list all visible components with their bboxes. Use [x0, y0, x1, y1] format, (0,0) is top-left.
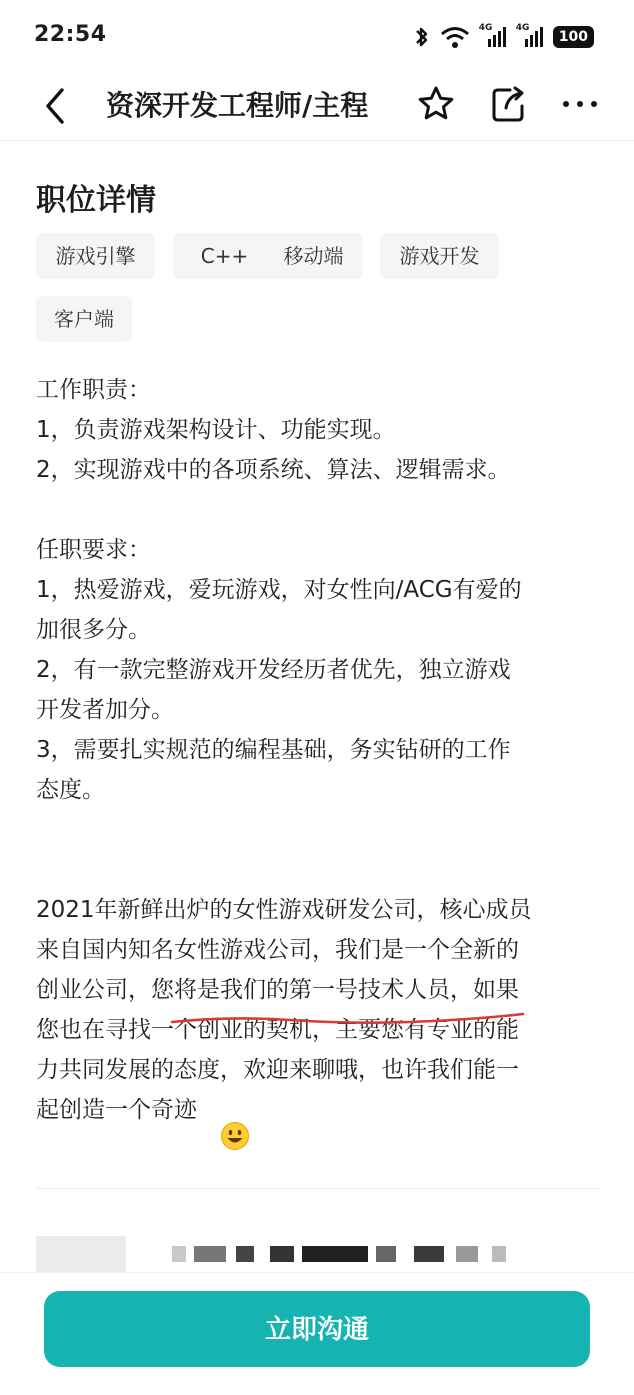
requirement-line: 1，热爱游戏，爱玩游戏，对女性向/ACG有爱的 — [36, 577, 522, 603]
tag-mobile: 移动端 — [265, 233, 362, 279]
more-button[interactable] — [558, 80, 602, 128]
duties-heading: 工作职责： — [36, 377, 151, 403]
blurred-avatar — [36, 1236, 126, 1272]
share-icon — [488, 80, 528, 128]
bottom-action-bar — [0, 1272, 634, 1395]
duty-line: 2，实现游戏中的各项系统、算法、逻辑需求。 — [36, 457, 511, 483]
blurred-text — [172, 1246, 186, 1262]
status-bar — [0, 0, 634, 72]
signal-bars-icon — [479, 25, 507, 49]
cellular-signal-2 — [516, 25, 544, 49]
intro-line: 您也在寻找一个创业的契机，主要您有专业的能 — [36, 1017, 519, 1043]
tag-game-dev: 游戏开发 — [380, 233, 499, 279]
intro-line: 创业公司，您将是我们的第一号技术人员，如果 — [36, 977, 519, 1003]
star-icon — [416, 80, 456, 128]
section-title: 职位详情 — [36, 183, 156, 218]
blurred-text — [492, 1246, 506, 1262]
blurred-text — [194, 1246, 226, 1262]
requirement-line: 开发者加分。 — [36, 697, 174, 723]
battery-indicator: 100 — [553, 26, 594, 48]
requirement-line: 2，有一款完整游戏开发经历者优先，独立游戏 — [36, 657, 511, 683]
chat-now-button[interactable]: 立即沟通 — [44, 1291, 590, 1367]
wifi-icon — [440, 25, 470, 49]
intro-line: 力共同发展的态度，欢迎来聊哦，也许我们能一 — [36, 1057, 519, 1083]
divider — [36, 1188, 600, 1189]
back-button[interactable] — [36, 82, 76, 130]
status-icons — [413, 22, 594, 52]
tag-cpp: C++ — [173, 233, 276, 279]
tag-game-engine: 游戏引擎 — [36, 233, 155, 279]
nav-bar — [0, 72, 634, 141]
company-info-row-blurred[interactable] — [0, 1236, 634, 1276]
blurred-text — [302, 1246, 368, 1262]
intro-line: 2021年新鲜出炉的女性游戏研发公司，核心成员 — [36, 897, 532, 923]
requirement-line: 3，需要扎实规范的编程基础，务实钻研的工作 — [36, 737, 511, 763]
requirement-line: 态度。 — [36, 777, 105, 803]
red-underline-annotation — [170, 1010, 525, 1030]
smiley-emoji-icon — [220, 1121, 250, 1151]
blurred-text — [414, 1246, 444, 1262]
page-title: 资深开发工程师/主程 — [106, 89, 369, 122]
blurred-text — [236, 1246, 254, 1262]
duty-line: 1，负责游戏架构设计、功能实现。 — [36, 417, 396, 443]
signal-bars-icon — [516, 25, 544, 49]
tag-client: 客户端 — [36, 296, 132, 342]
status-time: 22:54 — [34, 22, 107, 47]
requirements-heading: 任职要求： — [36, 537, 151, 563]
network-type-label: 4G — [515, 23, 530, 33]
chevron-left-icon — [36, 82, 76, 130]
network-type-label: 4G — [478, 23, 493, 33]
blurred-text — [376, 1246, 396, 1262]
more-dots-icon — [558, 80, 602, 128]
favorite-button[interactable] — [416, 80, 456, 128]
blurred-text — [270, 1246, 294, 1262]
intro-line: 起创造一个奇迹 — [36, 1097, 197, 1123]
intro-line: 来自国内知名女性游戏公司，我们是一个全新的 — [36, 937, 519, 963]
share-button[interactable] — [488, 80, 528, 128]
blurred-text — [456, 1246, 478, 1262]
requirement-line: 加很多分。 — [36, 617, 151, 643]
cellular-signal-1 — [479, 25, 507, 49]
bluetooth-icon — [413, 25, 431, 49]
